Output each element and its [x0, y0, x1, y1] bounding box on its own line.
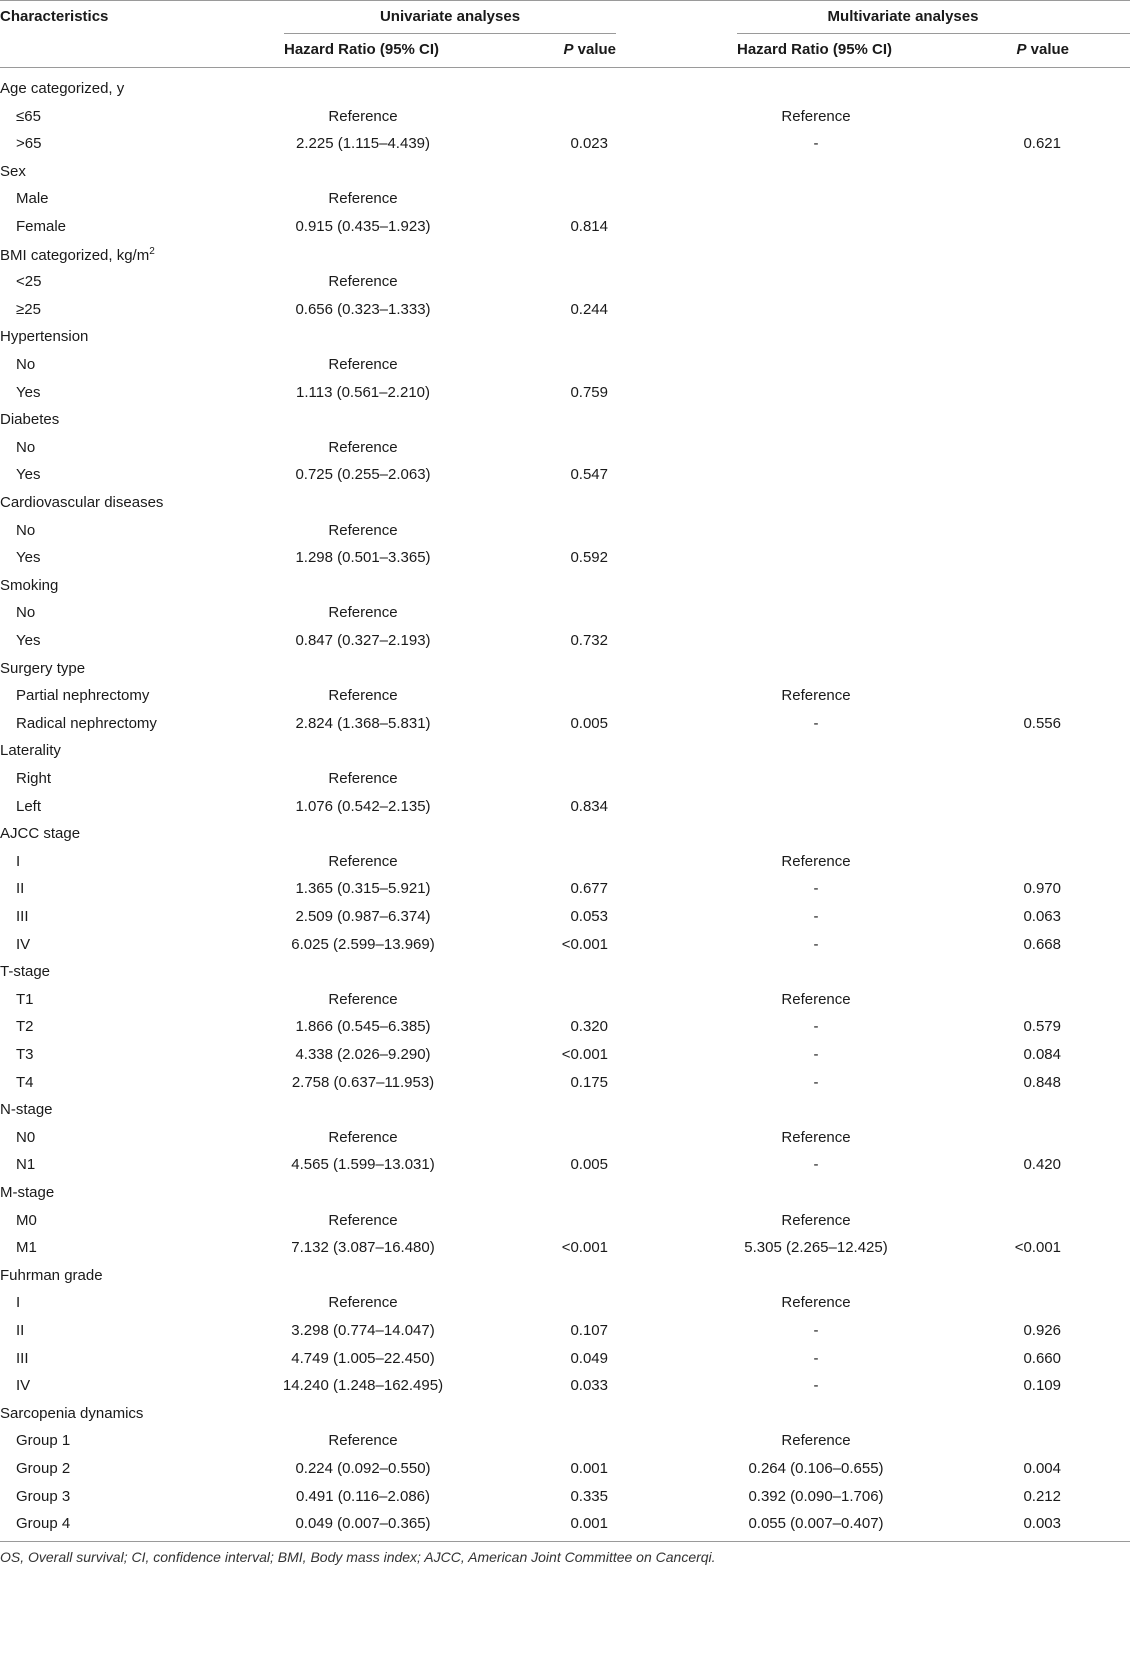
row-sublabel: Yes [16, 632, 41, 649]
multivariate-hazard-ratio: - [813, 1073, 819, 1091]
univariate-p-value: 0.175 [570, 1073, 608, 1091]
multivariate-hazard-ratio: 0.264 (0.106–0.655) [748, 1460, 884, 1477]
row-category: BMI categorized, $kg/m^2$ [0, 245, 155, 264]
row-category: Diabetes [0, 411, 60, 429]
univariate-p-value: 0.107 [570, 1322, 608, 1339]
univariate-hazard-ratio: 0.725 (0.255–2.063) [295, 466, 431, 484]
header-uni-hazard-ratio: Hazard Ratio (95% CI) [284, 41, 440, 58]
univariate-p-value: 0.023 [570, 135, 608, 153]
univariate-hazard-ratio: 0.656 (0.323–1.333) [295, 300, 431, 318]
row-sublabel: T1 [16, 990, 34, 1008]
row-category: Sex [0, 162, 26, 180]
univariate-hazard-ratio: 4.565 (1.599–13.031) [291, 1156, 435, 1174]
row-category: Hypertension [0, 328, 89, 346]
row-sublabel: I [16, 852, 21, 870]
row-sublabel: T2 [16, 1018, 34, 1036]
row-sublabel: Radical nephrectomy [16, 714, 157, 732]
univariate-hazard-ratio: 1.076 (0.542–2.135) [295, 797, 431, 815]
header-multi-hazard-ratio: Hazard Ratio (95% CI) [737, 41, 893, 58]
univariate-p-value: 0.677 [570, 880, 608, 898]
multivariate-hazard-ratio: - [813, 908, 819, 925]
row-category: Sarcopenia dynamics [0, 1404, 144, 1422]
multivariate-hazard-ratio: 0.055 (0.007–0.407) [748, 1515, 884, 1533]
multivariate-hazard-ratio: - [813, 1349, 819, 1367]
multivariate-group-rule [737, 33, 1130, 34]
row-sublabel: IV [16, 935, 31, 953]
header-univariate: Univariate analyses [379, 8, 521, 25]
multivariate-p-value: 0.084 [1023, 1046, 1061, 1063]
row-sublabel: >65 [16, 135, 42, 153]
row-sublabel: II [16, 880, 25, 898]
table-bottom-rule [0, 1541, 1130, 1542]
row-category: Surgery type [0, 659, 86, 677]
univariate-hazard-ratio: Reference [328, 273, 398, 291]
superscript: 2 [149, 245, 155, 257]
multivariate-hazard-ratio: - [813, 714, 819, 732]
multivariate-hazard-ratio: Reference [781, 852, 851, 870]
multivariate-hazard-ratio: Reference [781, 1294, 851, 1312]
univariate-hazard-ratio: 0.491 (0.116–2.086) [296, 1487, 430, 1505]
row-sublabel: Yes [16, 549, 41, 567]
univariate-hazard-ratio: Reference [328, 1128, 398, 1146]
multivariate-p-value: 0.212 [1023, 1487, 1061, 1505]
row-sublabel: No [16, 604, 36, 622]
row-sublabel: I [16, 1294, 21, 1312]
multivariate-p-value: 0.668 [1023, 935, 1061, 953]
row-sublabel: Male [16, 190, 49, 208]
univariate-hazard-ratio: 3.298 (0.774–14.047) [291, 1322, 435, 1339]
multivariate-p-value: 0.970 [1023, 880, 1061, 898]
univariate-hazard-ratio: 1.365 (0.315–5.921) [295, 880, 431, 898]
multivariate-hazard-ratio: Reference [781, 1211, 851, 1229]
row-category: Age categorized, y [0, 80, 125, 97]
multivariate-p-value: 0.109 [1023, 1377, 1061, 1395]
header-characteristics: Characteristics [0, 8, 109, 25]
univariate-p-value: 0.592 [570, 549, 608, 567]
univariate-hazard-ratio: 0.915 (0.435–1.923) [295, 218, 431, 235]
row-sublabel: Female [16, 218, 67, 235]
univariate-p-value: 0.001 [570, 1460, 608, 1477]
multivariate-hazard-ratio: - [813, 935, 819, 953]
multivariate-p-value: 0.926 [1023, 1322, 1061, 1339]
univariate-p-value: 0.320 [570, 1018, 608, 1036]
multivariate-hazard-ratio: 0.392 (0.090–1.706) [748, 1487, 884, 1505]
multivariate-hazard-ratio: Reference [781, 1432, 851, 1450]
multivariate-p-value: 0.420 [1023, 1156, 1061, 1174]
row-sublabel: II [16, 1322, 25, 1339]
univariate-p-value: <0.001 [561, 1239, 608, 1257]
row-sublabel: M0 [16, 1211, 37, 1229]
univariate-p-value: 0.759 [570, 383, 608, 401]
row-sublabel: IV [16, 1377, 31, 1395]
row-sublabel: <25 [16, 273, 42, 291]
top-rule [0, 0, 1130, 1]
header-multi-p-value: P value [1016, 41, 1069, 58]
row-sublabel: Yes [16, 383, 41, 401]
row-sublabel: N1 [16, 1156, 36, 1174]
multivariate-hazard-ratio: Reference [781, 1128, 851, 1146]
univariate-hazard-ratio: 0.049 (0.007–0.365) [295, 1515, 431, 1533]
univariate-p-value: 0.005 [570, 714, 608, 732]
multivariate-p-value: 0.848 [1023, 1073, 1061, 1091]
univariate-p-value: 0.732 [570, 632, 608, 649]
row-sublabel: Left [16, 797, 42, 815]
row-sublabel: III [16, 1349, 29, 1367]
multivariate-p-value: <0.001 [1014, 1239, 1061, 1257]
univariate-group-rule [284, 33, 616, 34]
table-footnote: OS, Overall survival; CI, confidence interval; BMI, Body mass index; AJCC, American Joint Committee on Cancerqi. [0, 1549, 716, 1565]
univariate-hazard-ratio: 4.749 (1.005–22.450) [291, 1349, 435, 1367]
header-bottom-rule [0, 67, 1130, 68]
row-category: AJCC stage [0, 825, 81, 843]
row-category: N-stage [0, 1101, 53, 1119]
row-category: T-stage [0, 963, 51, 981]
univariate-hazard-ratio: Reference [328, 687, 398, 705]
row-sublabel: No [16, 356, 36, 373]
univariate-hazard-ratio: Reference [328, 990, 398, 1008]
row-sublabel: Group 4 [16, 1515, 71, 1533]
multivariate-hazard-ratio: - [813, 1046, 819, 1063]
row-sublabel: ≤65 [16, 107, 41, 125]
univariate-hazard-ratio: 7.132 (3.087–16.480) [291, 1239, 435, 1257]
multivariate-hazard-ratio: 5.305 (2.265–12.425) [744, 1239, 888, 1257]
row-sublabel: N0 [16, 1128, 36, 1146]
univariate-hazard-ratio: Reference [328, 438, 398, 456]
row-sublabel: Right [16, 770, 52, 787]
univariate-p-value: 0.001 [570, 1515, 608, 1533]
univariate-hazard-ratio: 2.824 (1.368–5.831) [295, 714, 431, 732]
univariate-p-value: 0.244 [570, 300, 608, 318]
univariate-hazard-ratio: Reference [328, 770, 398, 787]
univariate-p-value: 0.049 [570, 1349, 608, 1367]
univariate-p-value: 0.814 [570, 218, 608, 235]
univariate-hazard-ratio: Reference [328, 190, 398, 208]
multivariate-p-value: 0.579 [1023, 1018, 1061, 1036]
row-category: Laterality [0, 742, 61, 760]
multivariate-hazard-ratio: - [813, 880, 819, 898]
univariate-hazard-ratio: Reference [328, 604, 398, 622]
row-sublabel: III [16, 908, 29, 925]
multivariate-hazard-ratio: - [813, 135, 819, 153]
univariate-hazard-ratio: Reference [328, 1211, 398, 1229]
row-category: M-stage [0, 1184, 55, 1201]
univariate-hazard-ratio: Reference [328, 107, 398, 125]
multivariate-hazard-ratio: - [813, 1377, 819, 1395]
univariate-hazard-ratio: Reference [328, 852, 398, 870]
univariate-p-value: 0.834 [570, 797, 608, 815]
multivariate-p-value: 0.004 [1023, 1460, 1061, 1477]
row-sublabel: T3 [16, 1046, 34, 1063]
row-sublabel: M1 [16, 1239, 37, 1257]
univariate-p-value: <0.001 [561, 1046, 608, 1063]
header-multivariate: Multivariate analyses [827, 8, 979, 25]
multivariate-p-value: 0.621 [1023, 135, 1061, 153]
univariate-hazard-ratio: 14.240 (1.248–162.495) [282, 1377, 444, 1395]
multivariate-hazard-ratio: - [813, 1322, 819, 1339]
row-category: Cardiovascular diseases [0, 494, 164, 511]
multivariate-p-value: 0.003 [1023, 1515, 1061, 1533]
univariate-p-value: 0.033 [570, 1377, 608, 1395]
univariate-p-value: 0.547 [570, 466, 608, 484]
multivariate-p-value: 0.660 [1023, 1349, 1061, 1367]
row-sublabel: No [16, 521, 36, 539]
row-sublabel: Group 2 [16, 1460, 71, 1477]
univariate-hazard-ratio: 2.758 (0.637–11.953) [291, 1073, 435, 1091]
row-sublabel: No [16, 438, 36, 456]
multivariate-p-value: 0.556 [1023, 714, 1061, 732]
univariate-hazard-ratio: 4.338 (2.026–9.290) [295, 1046, 431, 1063]
multivariate-hazard-ratio: - [813, 1018, 819, 1036]
univariate-p-value: 0.335 [570, 1487, 608, 1505]
univariate-hazard-ratio: 1.866 (0.545–6.385) [295, 1018, 431, 1036]
univariate-hazard-ratio: 1.113 (0.561–2.210) [296, 383, 430, 401]
multivariate-hazard-ratio: - [813, 1156, 819, 1174]
univariate-hazard-ratio: 6.025 (2.599–13.969) [291, 935, 435, 953]
univariate-hazard-ratio: Reference [328, 1294, 398, 1312]
univariate-hazard-ratio: Reference [328, 521, 398, 539]
multivariate-hazard-ratio: Reference [781, 990, 851, 1008]
univariate-hazard-ratio: 0.847 (0.327–2.193) [295, 632, 431, 649]
multivariate-p-value: 0.063 [1023, 908, 1061, 925]
row-sublabel: ≥25 [16, 300, 41, 318]
header-uni-p-value: P value [563, 41, 616, 58]
univariate-p-value: 0.053 [570, 908, 608, 925]
univariate-hazard-ratio: 2.225 (1.115–4.439) [296, 135, 430, 153]
multivariate-hazard-ratio: Reference [781, 687, 851, 705]
row-sublabel: Yes [16, 466, 41, 484]
univariate-hazard-ratio: Reference [328, 1432, 398, 1450]
univariate-hazard-ratio: Reference [328, 356, 398, 373]
row-sublabel: Partial nephrectomy [16, 687, 150, 705]
univariate-hazard-ratio: 1.298 (0.501–3.365) [295, 549, 431, 567]
row-sublabel: Group 3 [16, 1487, 71, 1505]
univariate-hazard-ratio: 2.509 (0.987–6.374) [295, 908, 431, 925]
univariate-p-value: 0.005 [570, 1156, 608, 1174]
row-category: Smoking [0, 576, 59, 594]
multivariate-hazard-ratio: Reference [781, 107, 851, 125]
row-sublabel: Group 1 [16, 1432, 71, 1450]
univariate-hazard-ratio: 0.224 (0.092–0.550) [295, 1460, 431, 1477]
univariate-p-value: <0.001 [561, 935, 608, 953]
row-sublabel: T4 [16, 1073, 34, 1091]
row-category: Fuhrman grade [0, 1266, 103, 1284]
